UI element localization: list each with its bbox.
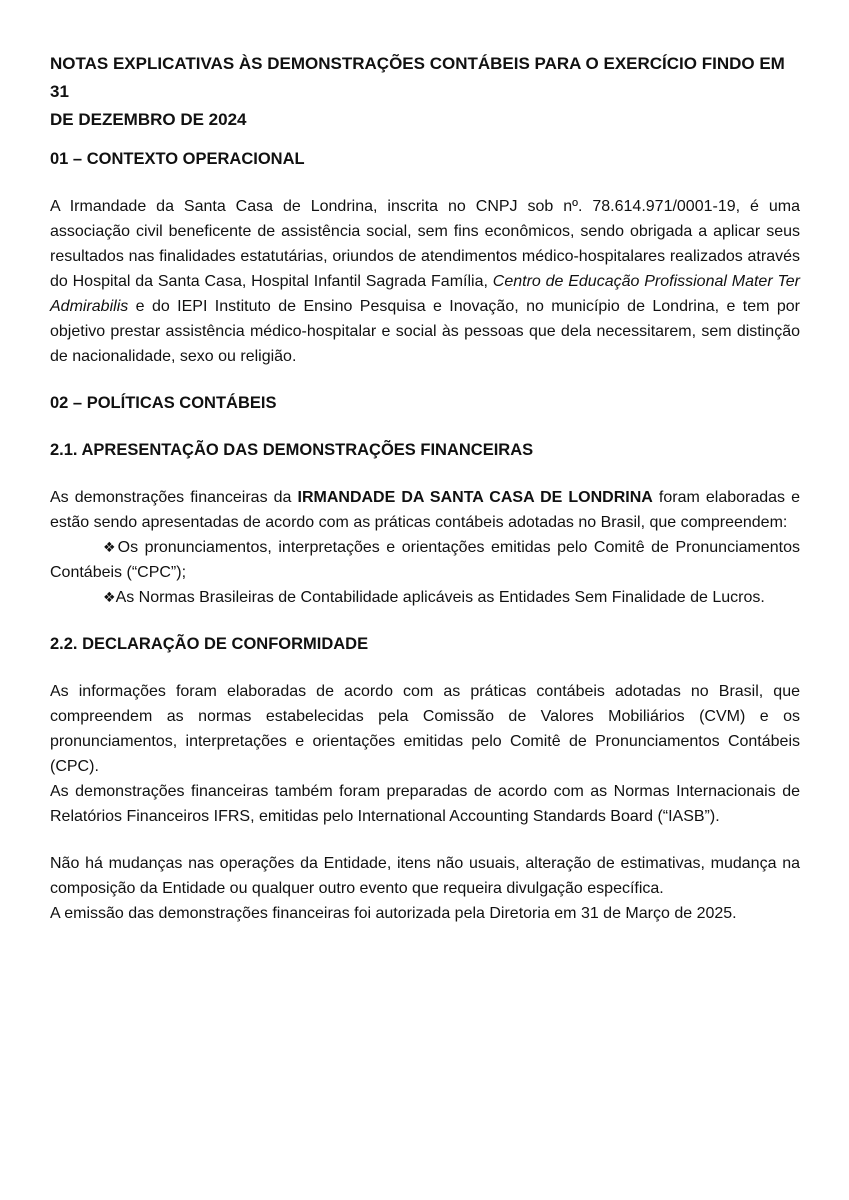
conformity-paragraph-3: Não há mudanças nas operações da Entidade, itens não usuais, alteração de estimativas, mudança na composição da Entidade ou qualquer outro evento que requeira divulgação específica. [50, 855, 800, 897]
section-01-heading: 01 – CONTEXTO OPERACIONAL [50, 150, 305, 168]
diamond-bullet-icon: ❖ [103, 589, 116, 605]
conformity-paragraph-4: A emissão das demonstrações financeiras foi autorizada pela Diretoria em 31 de Março de 2025. [50, 905, 737, 922]
doc-title-line2: DE DEZEMBRO DE 2024 [50, 110, 247, 129]
context-paragraph-run1: A Irmandade da Santa Casa de Londrina, inscrita no CNPJ sob nº. 78.614.971/0001-19, é uma associação civil beneficente de assistência social, sem fins econômicos, sendo obrigada a aplicar seus resultados nas finalidades estatutárias, oriundos de atendimentos médico-hospitalares realizados através do Hospital da Santa Casa, Hospital Infantil Sagrada Família, [50, 198, 800, 290]
bullet-item-cpc [50, 535, 800, 585]
section-02-heading: 02 – POLÍTICAS CONTÁBEIS [50, 394, 277, 412]
diamond-bullet-icon: ❖ [103, 539, 118, 555]
context-paragraph-italic-run: Centro de Educação Profissional Mater Ter Admirabilis [50, 273, 801, 315]
presentation-intro-run1: As demonstrações financeiras da [50, 489, 298, 506]
doc-title-line1: NOTAS EXPLICATIVAS ÀS DEMONSTRAÇÕES CONTÁBEIS PARA O EXERCÍCIO FINDO EM 31 [50, 54, 785, 101]
context-paragraph-run3: e do IEPI Instituto de Ensino Pesquisa e Inovação, no município de Londrina, e tem por objetivo prestar assistência médico-hospitalar e social às pessoas que dela necessitarem, sem distinção de nacionalidade, sexo ou religião. [50, 298, 800, 365]
presentation-intro-run3: foram elaboradas e estão sendo apresentadas de acordo com as práticas contábeis adotadas no Brasil, que compreendem: [50, 489, 801, 531]
bullet-item-nbc [50, 585, 800, 610]
context-paragraph [50, 194, 800, 369]
bullet-item-cpc-text: Os pronunciamentos, interpretações e orientações emitidas pelo Comitê de Pronunciamentos Contábeis (“CPC”); [50, 539, 800, 581]
section-2-1-heading: 2.1. APRESENTAÇÃO DAS DEMONSTRAÇÕES FINANCEIRAS [50, 441, 534, 459]
bullet-item-nbc-text: As Normas Brasileiras de Contabilidade aplicáveis as Entidades Sem Finalidade de Lucros. [115, 589, 765, 606]
doc-title [50, 50, 800, 134]
conformity-paragraph-2: As demonstrações financeiras também foram preparadas de acordo com as Normas Internacionais de Relatórios Financeiros IFRS, emitidas pelo International Accounting Standards Board (“IASB”). [50, 783, 800, 825]
presentation-intro-bold-run: IRMANDADE DA SANTA CASA DE LONDRINA [297, 489, 653, 506]
presentation-intro-paragraph [50, 485, 800, 535]
conformity-paragraph-1: As informações foram elaboradas de acordo com as práticas contábeis adotadas no Brasil, que compreendem as normas estabelecidas pela Comissão de Valores Mobiliários (CVM) e os pronunciamentos, interpretações e orientações emitidas pelo Comitê de Pronunciamentos Contábeis (CPC). [50, 683, 800, 775]
section-2-2-heading: 2.2. DECLARAÇÃO DE CONFORMIDADE [50, 635, 369, 653]
